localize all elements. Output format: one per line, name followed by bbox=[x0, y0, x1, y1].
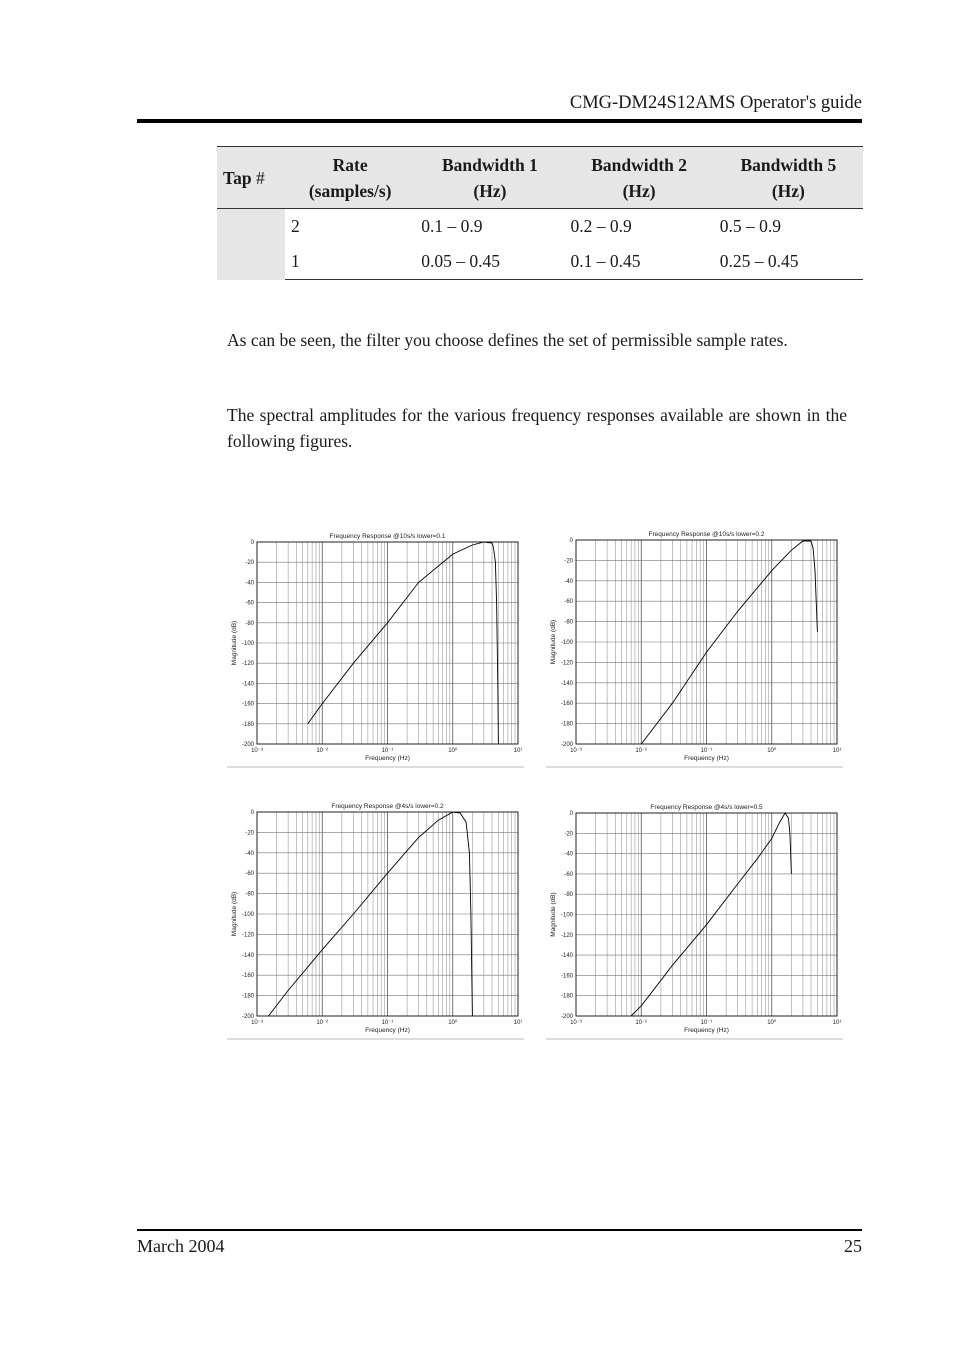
y-tick-label: -80 bbox=[564, 619, 573, 626]
x-tick-label: 10⁻¹ bbox=[700, 748, 713, 754]
x-tick-label: 10⁰ bbox=[767, 748, 777, 754]
x-axis-label: Frequency (Hz) bbox=[684, 755, 729, 762]
header-bandwidth-2: Bandwidth 2 (Hz) bbox=[565, 147, 714, 209]
header-bandwidth-5: Bandwidth 5 (Hz) bbox=[714, 147, 863, 209]
table-row bbox=[217, 244, 863, 280]
y-tick-label: -80 bbox=[564, 892, 573, 899]
x-tick-label: 10⁰ bbox=[767, 1020, 777, 1026]
y-axis-label: Magnitude (dB) bbox=[550, 619, 557, 665]
y-axis-label: Magnitude (dB) bbox=[231, 620, 238, 666]
x-tick-label: 10⁻² bbox=[316, 1020, 329, 1026]
rate-cell: 1 bbox=[285, 244, 415, 280]
x-tick-label: 10⁻³ bbox=[570, 1020, 582, 1026]
chart-title: Frequency Response @10s/s lower=0.1 bbox=[329, 533, 446, 540]
y-tick-label: -40 bbox=[245, 850, 254, 857]
y-tick-label: -180 bbox=[241, 993, 254, 1000]
x-axis-label: Frequency (Hz) bbox=[365, 755, 410, 762]
x-tick-label: 10⁰ bbox=[448, 748, 458, 754]
y-tick-label: -100 bbox=[560, 912, 573, 919]
y-tick-label: 0 bbox=[250, 540, 254, 546]
chart-svg bbox=[546, 799, 843, 1040]
header-bandwidth-1: Bandwidth 1 (Hz) bbox=[415, 147, 564, 209]
y-tick-label: -60 bbox=[245, 871, 254, 878]
y-axis-label: Magnitude (dB) bbox=[231, 891, 238, 937]
x-tick-label: 10⁻¹ bbox=[381, 748, 394, 754]
chart-title: Frequency Response @10s/s lower=0.2 bbox=[648, 531, 765, 538]
rate-cell: 2 bbox=[291, 216, 300, 236]
bandwidth-2-cell: 0.2 – 0.9 bbox=[570, 216, 632, 236]
x-tick-label: 10⁻³ bbox=[251, 1020, 263, 1026]
paragraph-filter: As can be seen, the filter you choose defines the set of permissible sample rates. bbox=[227, 330, 788, 350]
header-tap: Tap # bbox=[217, 147, 285, 209]
y-tick-label: -100 bbox=[560, 640, 573, 646]
y-tick-label: -120 bbox=[241, 932, 254, 939]
x-tick-label: 10¹ bbox=[513, 748, 523, 754]
y-tick-label: -140 bbox=[241, 681, 254, 688]
x-tick-label: 10⁻¹ bbox=[381, 1020, 394, 1026]
y-tick-label: -80 bbox=[245, 891, 254, 898]
y-tick-label: -100 bbox=[241, 641, 254, 647]
chart-title: Frequency Response @4s/s lower=0.2 bbox=[331, 803, 444, 810]
y-tick-label: -40 bbox=[564, 578, 573, 585]
page-number: 25 bbox=[844, 1236, 862, 1256]
x-axis-label: Frequency (Hz) bbox=[684, 1027, 729, 1034]
bandwidth-1-cell: 0.05 – 0.45 bbox=[415, 244, 564, 280]
x-axis-label: Frequency (Hz) bbox=[365, 1027, 410, 1034]
running-header-title: CMG-DM24S12AMS Operator's guide bbox=[569, 93, 862, 113]
y-axis-label: Magnitude (dB) bbox=[550, 892, 557, 937]
paragraph-spectral: The spectral amplitudes for the various frequency responses available are shown in the following figures. bbox=[227, 405, 847, 451]
y-tick-label: -40 bbox=[564, 851, 573, 858]
x-tick-label: 10⁻² bbox=[635, 1020, 648, 1026]
y-tick-label: 0 bbox=[569, 811, 573, 817]
y-tick-label: -200 bbox=[241, 1014, 254, 1020]
y-tick-label: -20 bbox=[245, 830, 254, 837]
y-tick-label: -160 bbox=[241, 701, 254, 708]
y-tick-label: -120 bbox=[241, 661, 254, 668]
x-tick-label: 10¹ bbox=[832, 748, 842, 754]
x-tick-label: 10⁰ bbox=[448, 1020, 458, 1026]
y-tick-label: -160 bbox=[560, 701, 573, 708]
y-tick-label: -140 bbox=[560, 680, 573, 687]
y-tick-label: -200 bbox=[560, 1014, 573, 1020]
chart-response-4sps-lower-0-5 bbox=[546, 799, 843, 1040]
y-tick-label: -200 bbox=[560, 742, 573, 748]
y-tick-label: -60 bbox=[564, 871, 573, 878]
x-tick-label: 10⁻² bbox=[635, 748, 648, 754]
chart-response-10sps-lower-0-2 bbox=[546, 526, 843, 768]
y-tick-label: -180 bbox=[560, 721, 573, 728]
y-tick-label: -100 bbox=[241, 912, 254, 918]
y-tick-label: -140 bbox=[560, 953, 573, 960]
chart-svg bbox=[546, 526, 843, 768]
y-tick-label: -40 bbox=[245, 580, 254, 587]
chart-response-4sps-lower-0-2 bbox=[227, 798, 524, 1040]
filter-bandwidth-table bbox=[217, 146, 863, 280]
chart-svg bbox=[227, 798, 524, 1040]
header-rate: Rate (samples/s) bbox=[285, 147, 415, 209]
y-tick-label: -20 bbox=[245, 560, 254, 567]
x-tick-label: 10¹ bbox=[513, 1020, 523, 1026]
x-tick-label: 10⁻² bbox=[316, 748, 329, 754]
series-line bbox=[641, 541, 817, 744]
chart-response-10sps-lower-0-1 bbox=[227, 528, 524, 768]
footer-date: March 2004 bbox=[137, 1236, 225, 1256]
x-tick-label: 10⁻³ bbox=[570, 748, 582, 754]
y-tick-label: -120 bbox=[560, 932, 573, 939]
footer-rule bbox=[137, 1229, 862, 1231]
y-tick-label: -60 bbox=[245, 600, 254, 607]
x-tick-label: 10¹ bbox=[832, 1020, 842, 1026]
x-tick-label: 10⁻³ bbox=[251, 748, 263, 754]
y-tick-label: -60 bbox=[564, 599, 573, 606]
y-tick-label: -80 bbox=[245, 620, 254, 627]
table-row bbox=[217, 209, 863, 245]
y-tick-label: -200 bbox=[241, 742, 254, 748]
y-tick-label: -120 bbox=[560, 660, 573, 667]
x-tick-label: 10⁻¹ bbox=[700, 1020, 713, 1026]
chart-svg bbox=[227, 528, 524, 768]
y-tick-label: -180 bbox=[241, 721, 254, 728]
tap-cell bbox=[217, 209, 285, 280]
bandwidth-5-cell: 0.25 – 0.45 bbox=[714, 244, 863, 280]
bandwidth-1-cell: 0.1 – 0.9 bbox=[421, 216, 483, 236]
y-tick-label: -140 bbox=[241, 952, 254, 959]
y-tick-label: 0 bbox=[569, 538, 573, 544]
table-header-row bbox=[217, 147, 863, 209]
bandwidth-2-cell: 0.1 – 0.45 bbox=[565, 244, 714, 280]
y-tick-label: -20 bbox=[564, 558, 573, 565]
y-tick-label: 0 bbox=[250, 810, 254, 816]
y-tick-label: -160 bbox=[241, 973, 254, 980]
y-tick-label: -160 bbox=[560, 973, 573, 980]
header-rule bbox=[137, 119, 862, 123]
bandwidth-5-cell: 0.5 – 0.9 bbox=[719, 216, 781, 236]
chart-title: Frequency Response @4s/s lower=0.5 bbox=[650, 804, 763, 811]
y-tick-label: -180 bbox=[560, 993, 573, 1000]
y-tick-label: -20 bbox=[564, 831, 573, 838]
